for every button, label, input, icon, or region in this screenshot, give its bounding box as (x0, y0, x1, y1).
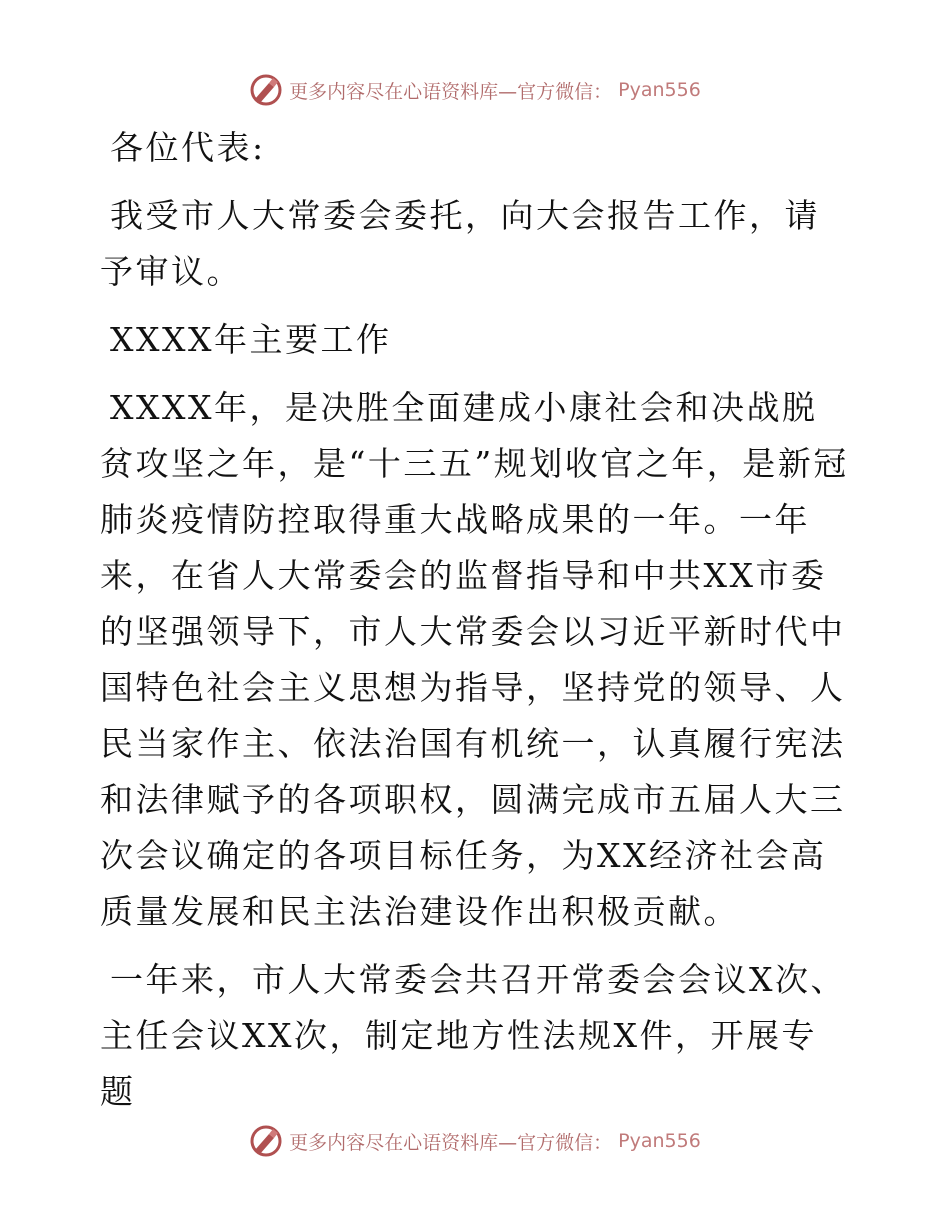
salutation: 各位代表: (110, 128, 266, 167)
pen-logo-icon (249, 73, 283, 107)
header-banner-wechat: Pyan556 (618, 79, 701, 101)
header-banner-text: 更多内容尽在心语资料库—官方微信： (289, 80, 613, 103)
header-watermark-banner (0, 70, 950, 110)
footer-watermark-banner (0, 1121, 950, 1161)
footer-banner-text: 更多内容尽在心语资料库—官方微信： (289, 1131, 613, 1154)
main-paragraph: XXXX年，是决胜全面建成小康社会和决战脱贫攻坚之年，是“十三五”规划收官之年，是新冠肺炎疫情防控取得重大战略成果的一年。一年来，在省人大常委会的监督指导和中共XX市委的坚强领导下，市人大常委会以习近平新时代中国特色社会主义思想为指导，坚持党的领导、人民当家作主、依法治国有机统一，认真履行宪法和法律赋予的各项职权，圆满完成市五届人大三次会议确定的各项目标任务，为XX经济社会高质量发展和民主法治建设作出积极贡献。 (100, 388, 849, 931)
summary-paragraph: 一年来，市人大常委会共召开常委会会议X次、主任会议XX次，制定地方性法规X件，开展专题 (100, 960, 846, 1111)
intro-paragraph: 我受市人大常委会委托，向大会报告工作，请予审议。 (100, 196, 820, 291)
section-title: XXXX年主要工作 (110, 320, 392, 359)
document-body (100, 120, 850, 1120)
pen-logo-icon (249, 1124, 283, 1158)
footer-banner-wechat: Pyan556 (618, 1130, 701, 1152)
